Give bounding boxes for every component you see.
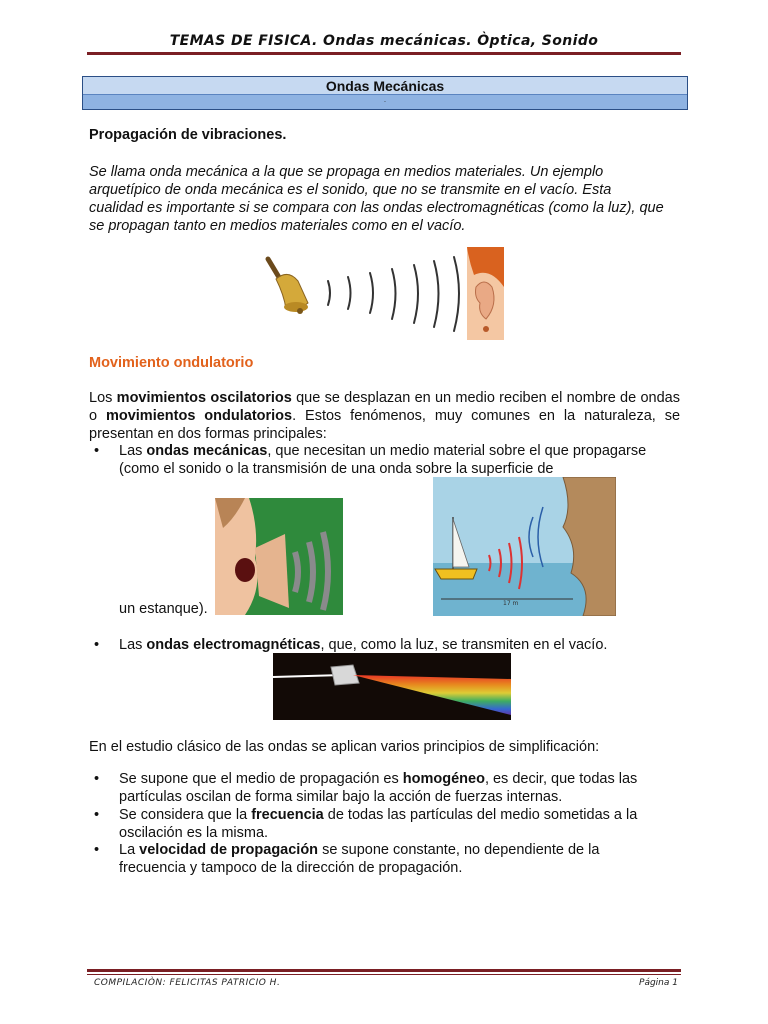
section-heading-ondulatorio: Movimiento ondulatorio xyxy=(89,355,254,371)
bullet-item-velocidad xyxy=(119,841,669,877)
section-paragraph-ondulatorio xyxy=(89,389,680,443)
bullet-dot: • xyxy=(94,807,100,823)
prism-spectrum-image xyxy=(273,653,511,720)
text-run: , es decir, que todas las partículas oscilan de forma similar bajo la acción de fuerzas internas. xyxy=(119,771,638,805)
bullet-dot: • xyxy=(94,443,100,459)
bullet-dot: • xyxy=(94,771,100,787)
bullet-item-end: un estanque). xyxy=(119,601,208,617)
bell-ear-illustration xyxy=(262,247,504,340)
text-bold: movimientos oscilatorios xyxy=(116,390,292,406)
text-run: que se desplazan en un medio reciben el nombre de ondas o xyxy=(89,390,680,424)
text-run: , que, como la luz, se transmiten en el vacío. xyxy=(320,637,608,653)
bullet-item-mecanicas xyxy=(119,442,659,478)
text-run: Las xyxy=(119,443,147,459)
bullet-item-electromagneticas xyxy=(119,636,607,654)
footer-rule-thin xyxy=(87,974,681,975)
text-bold: homogéneo xyxy=(402,771,485,787)
bullet-dot: • xyxy=(94,637,100,653)
section-paragraph-propagation: Se llama onda mecánica a la que se propaga en medios materiales. Un ejemplo arquetípico de onda mecánica es el sonido, que no se transmite en el vacío. Esta cualidad es importante si se compara con las ondas electromagnéticas (como la luz), que se propagan tanto en medios materiales como en el vacío. xyxy=(89,164,664,234)
ear-icon xyxy=(467,247,504,340)
text-bold: velocidad de propagación xyxy=(139,842,319,858)
footer-author: COMPILACIÒN: FELICITAS PATRICIO H. xyxy=(94,978,281,988)
bullet-dot: • xyxy=(94,842,100,858)
footer-page-number: Página 1 xyxy=(639,978,678,988)
distance-label: 17 m xyxy=(503,600,519,607)
text-run: se supone constante, no dependiente de la frecuencia y tampoco de la dirección de propagación. xyxy=(119,842,600,876)
text-run: Las xyxy=(119,637,147,653)
page-title: Ondas Mecánicas xyxy=(83,77,687,95)
text-bold: ondas electromagnéticas xyxy=(146,637,321,653)
footer-rule xyxy=(87,969,681,972)
title-dot: . xyxy=(83,95,687,109)
section-intro-simplificacion: En el estudio clásico de las ondas se aplican varios principios de simplificación: xyxy=(89,739,600,755)
header-rule xyxy=(87,52,681,55)
text-run: Los xyxy=(89,390,117,406)
text-run: Se considera que la xyxy=(119,807,252,823)
text-run: La xyxy=(119,842,140,858)
bullet-item-frecuencia xyxy=(119,806,669,842)
text-bold: ondas mecánicas xyxy=(146,443,268,459)
bell-icon xyxy=(268,259,308,314)
text-run: Se supone que el medio de propagación es xyxy=(119,771,403,787)
boat-cliff-image xyxy=(433,477,616,616)
text-run: de todas las partículas del medio sometidas a la oscilación es la misma. xyxy=(119,807,638,841)
text-run: . Estos fenómenos, muy comunes en la naturaleza, se presentan en dos formas principales: xyxy=(89,408,681,442)
text-bold: frecuencia xyxy=(251,807,324,823)
sound-waves xyxy=(328,257,459,331)
bullet-item-homogeneo xyxy=(119,770,669,806)
section-heading-propagation: Propagación de vibraciones. xyxy=(89,127,287,143)
text-bold: movimientos ondulatorios xyxy=(105,408,293,424)
page-header: TEMAS DE FISICA. Ondas mecánicas. Òptica, Sonido xyxy=(169,33,599,49)
text-run: , que necesitan un medio material sobre el que propagarse (como el sonido o la transmisión de una onda sobre la superficie de xyxy=(119,443,647,477)
title-box xyxy=(82,76,688,110)
shouting-woman-image xyxy=(215,498,343,615)
